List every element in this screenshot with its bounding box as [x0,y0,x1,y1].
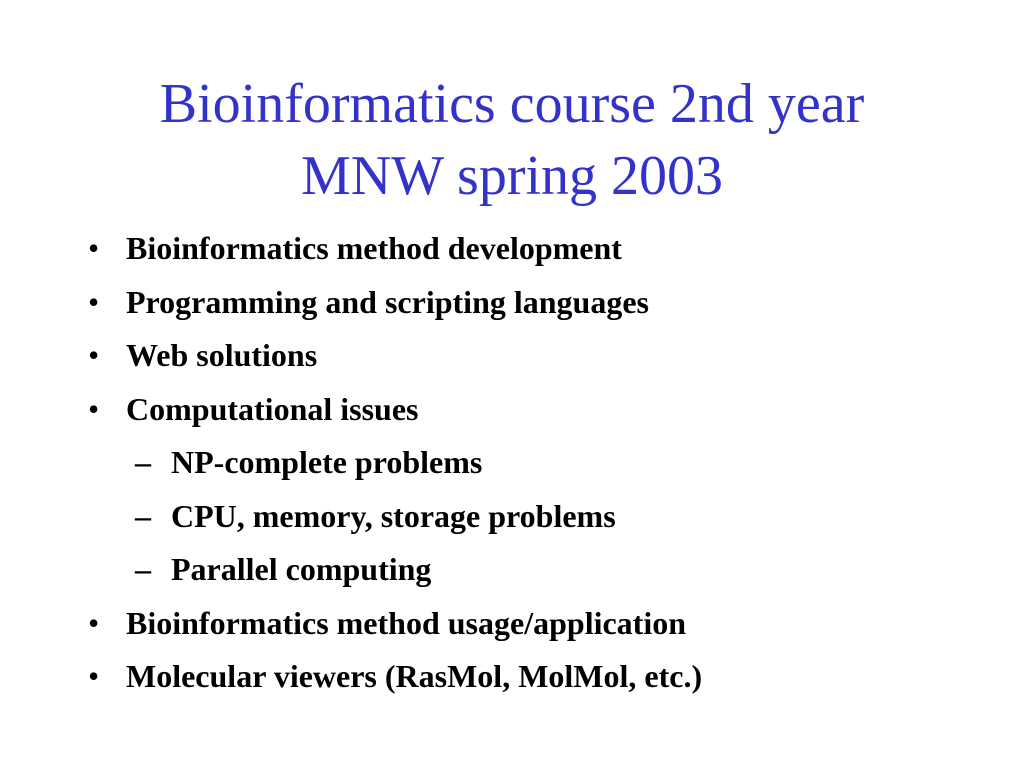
bullet-marker: • [88,337,100,373]
bullet-marker: • [88,658,100,694]
title-line-1: Bioinformatics course 2nd year [159,73,865,135]
sub-bullet-item [0,490,1024,544]
bullet-text: Web solutions [126,337,318,373]
bullet-text: Programming and scripting languages [126,283,649,320]
bullet-item [0,276,1024,330]
bullet-item [0,222,1024,276]
bullet-marker: • [88,604,100,641]
slide-title [0,68,1024,212]
bullet-item [0,329,1024,383]
sub-bullet-text: NP-complete problems [171,444,483,480]
bullet-text: Computational issues [126,390,419,427]
sub-bullet-item [0,543,1024,597]
bullet-marker: • [88,283,100,320]
bullet-text: Bioinformatics method development [126,230,622,266]
title-line-2: MNW spring 2003 [300,145,724,207]
bullet-text: Bioinformatics method usage/application [126,604,687,641]
sub-bullet-marker: – [135,551,151,587]
sub-bullet-text: Parallel computing [171,551,432,587]
bullet-item [0,650,1024,704]
bullet-item [0,383,1024,437]
bullet-marker: • [88,230,100,266]
sub-bullet-item [0,436,1024,490]
sub-bullet-marker: – [135,497,151,534]
sub-bullet-text: CPU, memory, storage problems [171,497,616,534]
sub-bullet-marker: – [135,444,151,480]
bullet-item [0,597,1024,651]
bullet-text: Molecular viewers (RasMol, MolMol, etc.) [126,658,703,694]
bullet-marker: • [88,390,100,427]
bullet-list [0,222,1024,704]
